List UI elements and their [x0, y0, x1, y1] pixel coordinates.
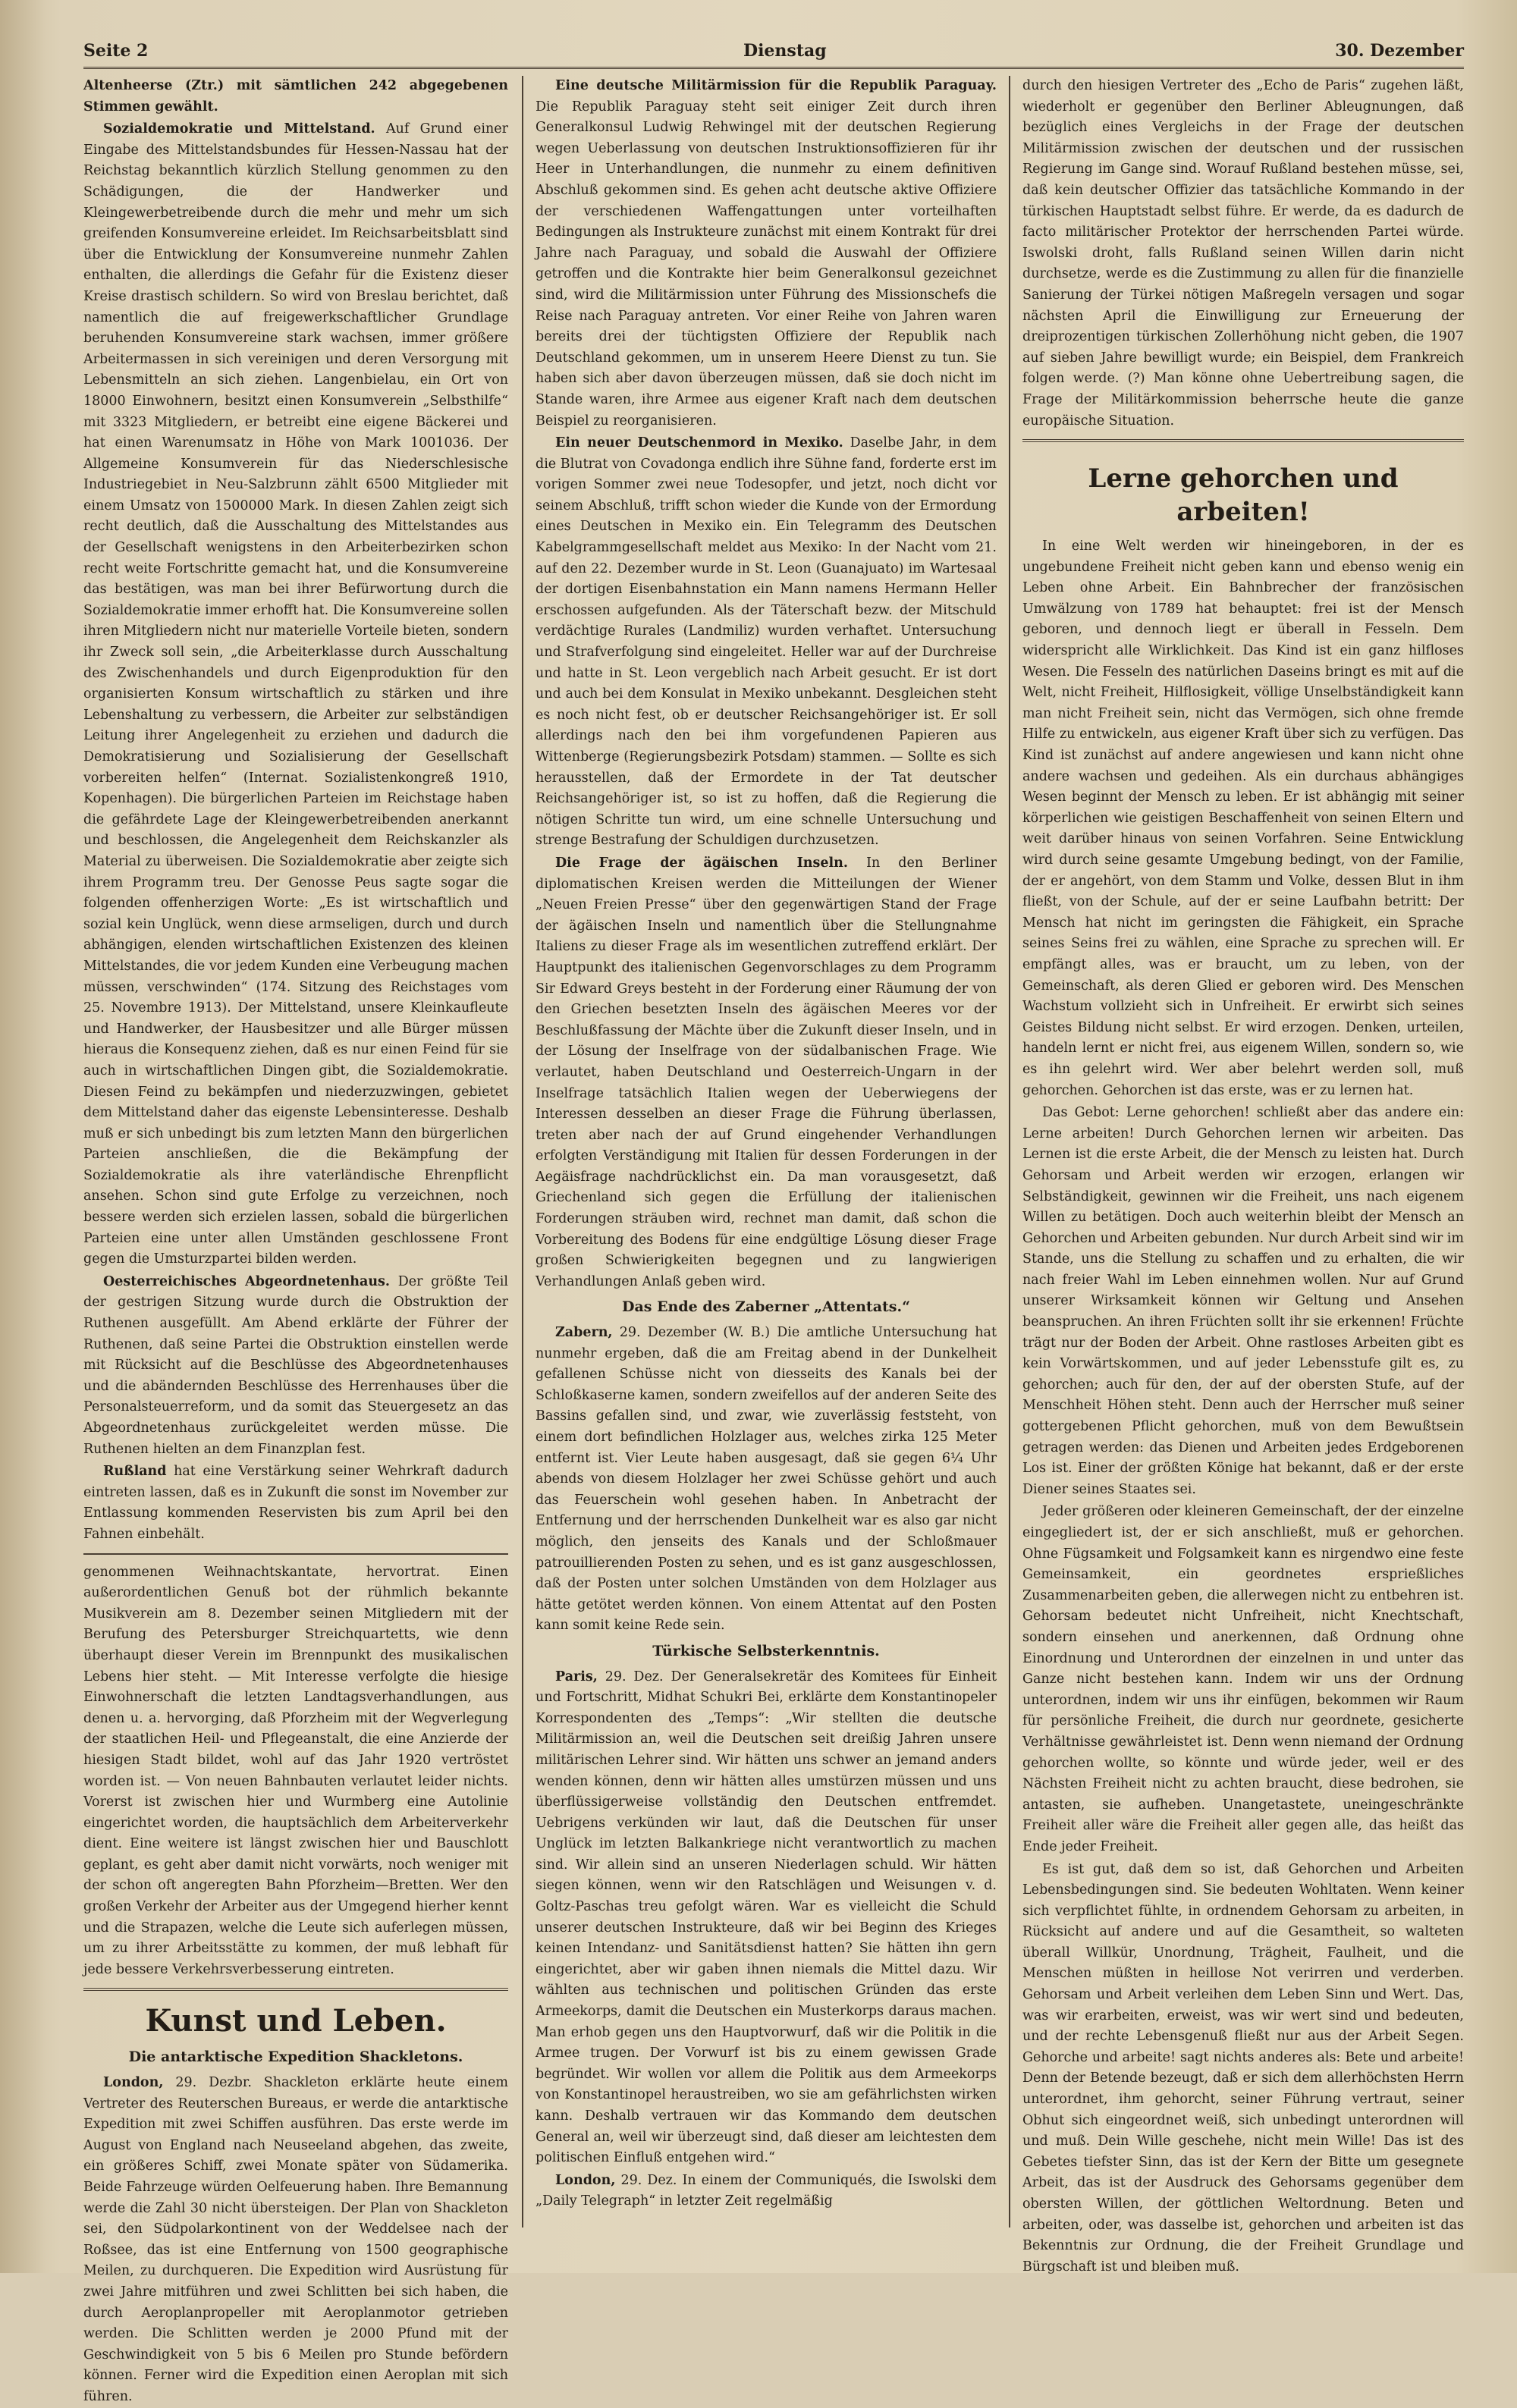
- article-paris: [536, 1667, 997, 2169]
- article-aegaeis: [536, 853, 997, 1292]
- article-headline: Die Frage der ägäischen Inseln.: [555, 855, 848, 871]
- article-body: Daselbe Jahr, in dem die Blutrat von Covadonga endlich ihre Sühne fand, forderte erst im vorigen Sommer zwei neue Todesopfer, und jetzt, noch dicht vor seinem Abschluß, trifft schon wieder die Kunde von der Ermordung eines Deutschen in Mexiko ein. Ein Telegramm des Deutschen Kabelgrammgesellschaft meldet aus Mexiko: In der Nacht vom 21. auf den 22. Dezember wurde in St. Leon (Guanajuato) im Wartesaal der dortigen Eisenbahnstation ein Mann namens Hermann Heller erschossen aufgefunden. Als der Täterschaft bezw. der Mitschuld verdächtige Rurales (Landmiliz) wurden verhaftet. Untersuchung und Strafverfolgung sind eingeleitet. Heller war auf der Durchreise und hatte in St. Leon vergeblich nach Arbeit gesucht. Er ist dort und auch bei dem Konsulat in Mexiko unbekannt. Desgleichen steht es noch nicht fest, ob er deutscher Reichsangehöriger ist. Er soll allerdings nach den bei ihm vorgefundenen Papieren aus Wittenberge (Regierungsbezirk Potsdam) stammen. — Sollte es sich herausstellen, daß der Ermordete in der Tat deutscher Reichsangehöriger ist, so ist zu hoffen, daß die Regierung die nötigen Schritte tun wird, um eine schnelle Untersuchung und strenge Bestrafung der Schuldigen durchzusetzen.: [536, 435, 997, 849]
- article-headline: Sozialdemokratie und Mittelstand.: [103, 121, 375, 137]
- article-russland: [83, 1461, 508, 1545]
- page-header: [83, 36, 1464, 69]
- article-body: 29. Dezbr. Shackleton erklärte heute einem Vertreter des Reuterschen Bureaus, er werde die antarktische Expedition mit zwei Schiffen ausführen. Das erste werde im August von England nach Neuseeland abgehen, das zweite, ein größeres Schiff, zwei Monate später von Südamerika. Beide Fahrzeuge würden Oelfeuerung haben. Ihre Bemannung werde die Zahl 30 nicht übersteigen. Der Plan von Shackleton sei, den Südpolarkontinent von der Weddelsee nach der Roßsee, das ist eine Entfernung von 1500 geographische Meilen, zu durchqueren. Die Expedition wird Ausrüstung für zwei Jahre mitführen und zwei Schlitten bei sich haben, die durch Aeroplanpropeller mit Aeroplanmotor getrieben werden. Die Schlitten werden je 2000 Pfund mit der Geschwindigkeit von 5 bis 6 Meilen pro Stunde befördern können. Ferner wird die Expedition einen Aeroplan mit sich führen.: [83, 2075, 508, 2404]
- column-3: [1022, 76, 1464, 2275]
- article-headline: Eine deutsche Militärmission für die Republik Paraguay.: [555, 78, 997, 93]
- divider: [1022, 439, 1464, 442]
- article-subtitle: Türkische Selbsterkenntnis.: [652, 1642, 880, 1659]
- article-body: In den Berliner diplomatischen Kreisen werden die Mitteilungen der Wiener „Neuen Freien Presse“ über den gegenwärtigen Stand der Frage der ägäischen Inseln und namentlich über die Stellungnahme Italiens zu dieser Frage als im wesentlichen zutreffend erklärt. Der Hauptpunkt des italienischen Gegenvorschlages zu dem Programm Sir Edward Greys besteht in der Forderung einer Räumung der von den Griechen besetzten Inseln des ägäischen Meeres vor der Beschlußfassung der Mächte über die Zukunft dieser Inseln, und in der Lösung der Inselfrage von der südalbanischen Frage. Wie verlautet, haben Deutschland und Oesterreich-Ungarn in der Inselfrage tatsächlich Italien wegen der Ueberwiegens der Interessen desselben an dieser Frage die Führung überlassen, treten aber nach der auf Grund eingehender Verhandlungen erfolgten Verständigung mit Italien für dessen Forderungen in der Aegäisfrage nachdrücklichst ein. Da man vorausgesetzt, daß Griechenland sich gegen die Erfüllung der italienischen Forderungen sträuben wird, rechnet man damit, daß schon die Vorbereitung des Bodens für eine endgültige Lösung dieser Frage großen Schwierigkeiten begegnen und zu langwierigen Verhandlungen Anlaß geben wird.: [536, 855, 997, 1289]
- column-rule: [522, 76, 523, 2227]
- article-sozialdemokratie: [83, 119, 508, 1270]
- feature-paragraph: Jeder größeren oder kleineren Gemeinschaft, der der einzelne eingegliedert ist, der er sich anschließt, muß er gehorchen. Ohne Fügsamkeit und Folgsamkeit kann es nirgendwo eine feste Gemeinsamkeit, ein geordnetes ersprießliches Zusammenarbeiten geben, die allerwegen nicht zu entbehren ist. Gehorsam bedeutet nicht Unfreiheit, nicht Knechtschaft, sondern einsehen und anerkennen, daß Ordnung ohne Einordnung und Unterordnen der einzelnen in und unter das Ganze nicht bestehen kann. Indem wir uns der Ordnung unterordnen, indem wir uns ihr einfügen, bekommen wir Raum für persönliche Freiheit, die durch nur geordnete, gesicherte Verhältnisse gewährleistet ist. Denn wenn niemand der Ordnung gehorchen wollte, so könnte und würde jeder, weil er des Nächsten Freiheit nicht zu achten braucht, diese bedrohen, sie antasten, sie aufheben. Unangetastete, uneingeschränkte Freiheit aller wäre die Freiheit aller gegen alle, das heißt das Ende jeder Freiheit.: [1022, 1504, 1464, 1854]
- feature-paragraph: Das Gebot: Lerne gehorchen! schließt aber das andere ein: Lerne arbeiten! Durch Gehorchen lernen wir arbeiten. Das Lernen ist die erste Arbeit, die der Mensch zu leisten hat. Durch Gehorsam und Arbeit werden wir erzogen, erlangen wir Selbständigkeit, gewinnen wir die Freiheit, uns nach eigenem Willen zu betätigen. Doch auch weiterhin bleibt der Mensch an Gehorchen und Arbeiten gebunden. Nur durch Arbeit sind wir im Stande, uns die Stellung zu schaffen und zu erhalten, die wir nach freier Wahl im Leben einnehmen wollen. Nur auf Grund unserer Wirksamkeit können wir Geltung und Ansehen beanspruchen. An ihren Früchten sollt ihr sie erkennen! Früchte trägt nur der Boden der Arbeit. Ohne rastloses Arbeiten gibt es kein Vorwärtskommen, und auf jeder Lebensstufe gilt es, zu gehorchen; auch für den, der auf der obersten Stufe, auf der Menschheit Höhen steht. Denn auch der Herrscher muß seiner gottergebenen Pflicht gehorchen, muß von dem Bewußtsein getragen werden: das Dienen und Arbeiten jedes Erdgeborenen Los ist. Einer der größten Könige hat bekannt, daß er der erste Diener seines Staates sei.: [1022, 1105, 1464, 1497]
- page-edge-stain: [0, 0, 46, 2273]
- article-headline: Rußland: [103, 1464, 167, 1480]
- article-body: Die Republik Paraguay steht seit einiger Zeit durch ihren Generalkonsul Ludwig Rehwingel mit der deutschen Regierung wegen Ueberlassung von deutschen Instruktionsoffizieren für ihr Heer in Unterhandlungen, die nunmehr zu einem definitiven Abschluß gekommen sind. Es gehen acht deutsche aktive Offiziere der verschiedenen Waffengattungen unter vorteilhaften Bedingungen als Instrukteure zunächst mit einem Kontrakt für drei Jahre nach Paraguay, und sobald die Auswahl der Offiziere getroffen und die Kontrakte hier beim Generalkonsul gezeichnet sind, wird die Militärmission unter Führung des Missionschefs die Reise nach Paraguay antreten. Vor einer Reihe von Jahren waren bereits drei der tüchtigsten Offiziere der Republik nach Deutschland gekommen, um in unserem Heere Dienst zu tun. Sie haben sich aber davon überzeugen müssen, daß sie doch nicht im Stande waren, ihre Armee aus eigener Kraft nach dem deutschen Beispiel zu reorganisieren.: [536, 99, 997, 429]
- article-iswolski-cont: durch den hiesigen Vertreter des „Echo de Paris“ zugehen läßt, wiederholt er gegenüber den Berliner Ableugnungen, daß bezüglich eines Vergleichs in der Frage der deutschen Militärmission zwischen der deutschen und der russischen Regierung im Gange sind. Worauf Rußland bestehen müsse, sei, daß kein deutscher Offizier das tatsächliche Kommando in der türkischen Hauptstadt selbst führe. Er werde, da es dadurch de facto militärischer Protektor der herrschenden Partei würde. Iswolski droht, falls Rußland seinen Willen darin nicht durchsetze, werde es die Zustimmung zu allen für die finanzielle Sanierung der Türkei nötigen Maßregeln versagen und sogar nächsten April die Einwilligung zur Erneuerung der dreiprozentigen türkischen Zollerhöhung nicht geben, die 1907 auf sieben Jahre bewilligt wurde; ein Beispiel, dem Frankreich folgen werde. (?) Man könne ohne Uebertreibung sagen, die Frage der Militärkommission beherrsche heute die ganze europäische Situation.: [1022, 78, 1464, 429]
- article-oesterreich: [83, 1272, 508, 1460]
- divider: [83, 1553, 508, 1555]
- weekday: Dienstag: [743, 41, 827, 61]
- article-body: 29. Dezember (W. B.) Die amtliche Untersuchung hat nunmehr ergeben, daß die am Freitag abend in der Dunkelheit gefallenen Schüsse nicht von diesseits des Kanals bei der Schloßkaserne kamen, sondern zweifellos auf der anderen Seite des Bassins gefallen sind, und zwar, wie zuverlässig feststeht, von einem dort befindlichen Holzlager aus, welches zirka 125 Meter entfernt ist. Vier Leute haben ausgesagt, daß sie gegen 6¼ Uhr abends von diesem Holzlager her zwei Schüsse gehört und auch das Feuerschein wohl gesehen haben. In Anbetracht der Entfernung und der herrschenden Dunkelheit war es also gar nicht möglich, den jenseits des Kanals und der Schloßmauer patrouillierenden Posten zu sehen, und es ist ganz ausgeschlossen, daß der Posten unter solchen Umständen von dem Holzlager aus hätte getötet werden können. Von einem Attentat auf den Posten kann somit keine Rede sein.: [536, 1325, 997, 1634]
- article-subtitle: Das Ende des Zaberner „Attentats.“: [621, 1298, 911, 1316]
- dateline: Paris,: [555, 1669, 598, 1684]
- divider: [83, 1988, 508, 1991]
- feature-paragraph: Es ist gut, daß dem so ist, daß Gehorchen und Arbeiten Lebensbedingungen sind. Sie bedeuten Wohltaten. Wenn keiner sich verpflichtet fühlte, in ordnendem Gehorsam zu arbeiten, in Rücksicht auf andere und auf die Gesamtheit, so walteten überall Willkür, Unordnung, Trägheit, Faulheit, und die Menschen müßten in heillose Not verirren und verderben. Gehorsam und Arbeit verleihen dem Leben Sinn und Wert. Das, was wir erarbeiten, erweist, was wir wert sind und bedeuten, und der rechte Lebensgenuß fließt nur aus der Arbeit Segen. Gehorche und arbeite! sagt nichts anderes als: Bete und arbeite! Denn der Betende bezeugt, daß er sich dem allerhöchsten Herrn unterordnet, ihm gehorcht, seiner Führung vertraut, seiner Obhut sich eingeordnet weiß, sich unbedingt unterordnen will und muß. Dein Wille geschehe, nicht mein Wille! Das ist des Gebetes tiefster Sinn, das ist der Kern der Bitte um gesegnete Arbeit, das ist der Ausdruck des Gehorsams gegenüber dem obersten Willen, der göttlichen Weltordnung. Beten und arbeiten, oder, was dasselbe ist, gehorchen und arbeiten ist das Bekenntnis zur Ordnung, die der Freiheit Grundlage und Bürgschaft ist und bleiben muß.: [1022, 1861, 1464, 2275]
- article-zabern: [536, 1323, 997, 1637]
- article-body: 29. Dez. In einem der Communiqués, die Iswolski dem „Daily Telegraph“ in letzter Zeit regelmäßig: [536, 2172, 997, 2209]
- article-headline: Ein neuer Deutschenmord in Mexiko.: [555, 435, 843, 451]
- article-body: hat eine Verstärkung seiner Wehrkraft dadurch eintreten lassen, daß es in Zukunft die sonst im November zur Entlassung kommenden Reservisten bis zum April bei den Fahnen einbehält.: [83, 1464, 508, 1542]
- article-london: [536, 2171, 997, 2212]
- column-rule: [1009, 76, 1010, 2227]
- dateline: London,: [555, 2172, 616, 2188]
- article-pforzheim: genommenen Weihnachtskantate, hervortrat. Einen außerordentlichen Genuß bot der rühmlich bekannte Musikverein am 8. Dezember seinen Mitgliedern mit der Berufung des Petersburger Streichquartetts, wie denn überhaupt dieser Verein im Brennpunkt des musikalischen Lebens hier steht. — Mit Interesse verfolgte die hiesige Einwohnerschaft die letzten Landtagsverhandlungen, aus denen u. a. hervorging, daß Pforzheim mit der Wegverlegung der staatlichen Heil- und Pflegeanstalt, die eine Anzierde der hiesigen Stadt bildet, wohl auf das Jahr 1920 vertröstet worden ist. — Von neuen Bahnbauten verlautet leider nichts. Vorerst ist zwischen hier und Wurmberg eine Autolinie eingerichtet worden, die hauptsächlich dem Arbeiterverkehr dient. Eine weitere ist längst zwischen hier und Bauschlott geplant, es geht aber damit nicht vorwärts, noch weniger mit der schon oft angeregten Bahn Pforzheim—Bretten. Wer den großen Verkehr der Arbeiter aus der Umgegend hierher kennt und die Strapazen, welche die Leute sich auferlegen müssen, um zu ihrer Arbeitsstätte zu kommen, der muß lebhaft für jede bessere Verkehrsverbesserung eintreten.: [83, 1564, 508, 1977]
- feature-title: Lerne gehorchen und arbeiten!: [1088, 463, 1399, 528]
- article-body: Auf Grund einer Eingabe des Mittelstandsbundes für Hessen-Nassau hat der Reichstag bekanntlich kürzlich Stellung genommen zu den Schädigungen, die der Handwerker und Kleingewerbetreibende durch die mehr und mehr um sich greifenden Konsumvereine erleidet. Im Reichsarbeitsblatt sind über die Entwicklung der Konsumvereine nunmehr Zahlen enthalten, die allerdings die Gefahr für die Existenz dieser Kreise drastisch schildern. So wird von Breslau berichtet, daß namentlich die auf freigewerkschaftlicher Grundlage beruhenden Konsumvereine stark wachsen, immer größere Arbeitermassen in sich vereinigen und deren Versorgung mit Lebensmitteln an sich ziehen. Langenbielau, ein Ort von 18000 Einwohnern, besitzt einen Konsumverein „Selbsthilfe“ mit 3323 Mitgliedern, er betreibt eine eigene Bäckerei und hat einen Warenumsatz in Höhe von Mark 1001036. Der Allgemeine Konsumverein für das Niederschlesische Industriegebiet in Neu-Salzbrunn zählt 6500 Mitglieder mit einem Umsatz von 1500000 Mark. In diesen Zahlen zeigt sich recht deutlich, daß die Ausschaltung des Mittelstandes aus der Gesellschaft wenigstens in den Arbeiterbezirken schon recht weite Fortschritte gemacht hat, und die Konsumvereine das bestätigen, was man bei ihrer Befürwortung durch die Sozialdemokratie immer erhofft hat. Die Konsumvereine sollen ihren Mitgliedern nicht nur materielle Vorteile bieten, sondern ihr Zweck soll sein, „die Arbeiterklasse durch Ausschaltung des Zwischenhandels und durch Eigenproduktion für den organisierten Konsum wirtschaftlich zu stärken und ihre Lebenshaltung zu verbessern, die Arbeiter zur selbständigen Leitung ihrer Angelegenheit zu erziehen und dadurch die Demokratisierung und Sozialisierung der Gesellschaft vorbereiten helfen“ (Internat. Sozialistenkongreß 1910, Kopenhagen). Die bürgerlichen Parteien im Reichstage haben die gefährdete Lage der Kleingewerbetreibenden anerkannt und beschlossen, die Angelegenheit dem Reichskanzler als Material zu überweisen. Die Sozialdemokratie aber zeigte sich ihrem Programm treu. Der Genosse Peus sagte sogar die folgenden offenherzigen Worte: „Es ist wirtschaftlich und sozial kein Unglück, wenn diese armseligen, durch und durch abhängigen, elenden wirtschaftlichen Existenzen des kleinen Mittelstandes, die vor jedem Kunden eine Verbeugung machen müssen, verschwinden“ (174. Sitzung des Reichstages vom 25. Novembre 1913). Der Mittelstand, unsere Kleinkaufleute und Handwerker, der Hausbesitzer und alle Bürger müssen hieraus die Konsequenz ziehen, daß es nur einen Feind für sie auch in wirtschaftlichen Dingen gibt, die Sozialdemokratie. Diesen Feind zu bekämpfen und niederzuzwingen, gebietet dem Mittelstand daher das eigenste Lebensinteresse. Deshalb muß er sich unbedingt bis zum letzten Mann den bürgerlichen Parteien anschließen, die die Bekämpfung der Sozialdemokratie als ihre vaterländische Ehrenpflicht ansehen. Schon sind gute Erfolge zu verzeichnen, noch bessere werden sich erzielen lassen, sobald die bürgerlichen Parteien eine unter allen Umständen geschlossene Front gegen die Umsturzpartei bilden werden.: [83, 121, 509, 1267]
- article-mexiko: [536, 433, 997, 852]
- article-headline: Oesterreichisches Abgeordnetenhaus.: [103, 1273, 391, 1289]
- section-subtitle: Die antarktische Expedition Shackletons.: [128, 2049, 463, 2066]
- article-paraguay: [536, 76, 997, 432]
- intro-text: Altenheerse (Ztr.) mit sämtlichen 242 abgegebenen Stimmen gewählt.: [83, 78, 508, 115]
- article-shackleton: [83, 2073, 508, 2408]
- article-body: Der größte Teil der gestrigen Sitzung wurde durch die Obstruktion der Ruthenen ausgefüllt. Am Abend erklärte der Führer der Ruthenen, daß seine Partei die Obstruktion einstellen werde mit Rücksicht auf die Beschlüsse des Abgeordnetenhauses und die abändernden Beschlüsse des Herrenhauses über die Personalsteuerreform, und da somit das Steuergesetz an das Abgeordnetenhaus zurückgeleitet werden müsse. Die Ruthenen hielten an dem Finanzplan fest.: [83, 1273, 508, 1457]
- section-title: Kunst und Leben.: [145, 2003, 447, 2039]
- article-body: 29. Dez. Der Generalsekretär des Komitees für Einheit und Fortschritt, Midhat Schukri Bei, erklärte dem Konstantinopeler Korrespondenten des „Temps“: „Wir stellten die deutsche Militärmission an, weil die Deutschen seit dreißig Jahren unsere militärischen Lehrer sind. Wir hätten uns schwer an jemand anders wenden können, denn wir hätten alles umstürzen müssen und uns überflüssigerweise vollständig den Deutschen entfremdet. Uebrigens verkünden wir laut, daß die Deutschen für unser Unglück im letzten Balkankriege nicht verantwortlich zu machen sind. Wir allein sind an unseren Niederlagen schuld. Wir hätten siegen können, wenn wir den Ratschlägen und Weisungen v. d. Goltz-Paschas treu gefolgt wären. War es vielleicht die Schuld unserer deutschen Instrukteure, daß wir bei Beginn des Krieges keinen Intendanz- und Sanitätsdienst hatten? Sie hätten ihn gern eingerichtet, aber wir gaben ihnen niemals die Mittel dazu. Wir wählten aus technischen und politischen Gründen das erste Armeekorps, damit die Deutschen ein Musterkorps daraus machen. Man erhob gegen uns den Hauptvorwurf, daß wir die Politik in die Armee trugen. Der Vorwurf ist bis zu einem gewissen Grade begründet. Wir wollen vor allem die Politik aus dem Armeekorps von Konstantinopel heraustreiben, wo sie am gefährlichsten wirken kann. Deshalb vertrauen wir das Kommando dem deutschen General an, weil wir überzeugt sind, daß dieser am leichtesten dem politischen Einfluß entgehen wird.“: [536, 1669, 997, 2166]
- dateline: Zabern,: [555, 1325, 613, 1341]
- column-2: [536, 76, 997, 2227]
- dateline: London,: [103, 2075, 164, 2091]
- date: 30. Dezember: [1335, 41, 1464, 61]
- page-number: Seite 2: [83, 41, 149, 61]
- feature-paragraph: In eine Welt werden wir hineingeboren, in der es ungebundene Freiheit nicht geben kann und ebenso wenig ein Leben ohne Arbeit. Ein Bahnbrecher der französischen Umwälzung von 1789 hat behauptet: frei ist der Mensch geboren, und dennoch liegt er überall in Fesseln. Dem widerspricht alle Wirklichkeit. Das Kind ist ein ganz hilfloses Wesen. Die Fesseln des natürlichen Daseins bringt es mit auf die Welt, nicht Freiheit, Hilflosigkeit, völlige Unselbständigkeit kann man nicht Freiheit sein, nicht das Vermögen, sich ohne fremde Hilfe zu entwickeln, aus eigener Kraft über sich zu verfügen. Das Kind ist zunächst auf andere angewiesen und kann nicht ohne andere wachsen und gedeihen. Als ein durchaus abhängiges Wesen beginnt der Mensch zu leben. Er ist abhängig mit seiner körperlichen wie geistigen Beschaffenheit von seinen Eltern und weit darüber hinaus von seinen Vorfahren. Seine Entwicklung wird durch seine gesamte Umgebung bedingt, von der Familie, der er angehört, von dem Stamm und Volke, dessen Blut in ihm fließt, von der Schule, auf der er seine Laufbahn betritt: Der Mensch hat nicht im geringsten die Fähigkeit, ein Sprache seines Seins frei zu wählen, eine Sprache zu sprechen will. Er empfängt alles, was er braucht, um zu leben, von der Gemeinschaft, als deren Glied er geboren wird. Des Menschen Wachstum vollzieht sich in Unfreiheit. Er erwirbt sich seines Geistes Bildung nicht selbst. Er wird erzogen. Denken, urteilen, handeln lernt er nicht frei, aus eigenem Willen, sondern so, wie es ihn gelehrt wird. Wer aber belehrt werden soll, muß gehorchen. Gehorchen ist das erste, was er zu lernen hat.: [1022, 538, 1464, 1098]
- column-1: [83, 76, 509, 2404]
